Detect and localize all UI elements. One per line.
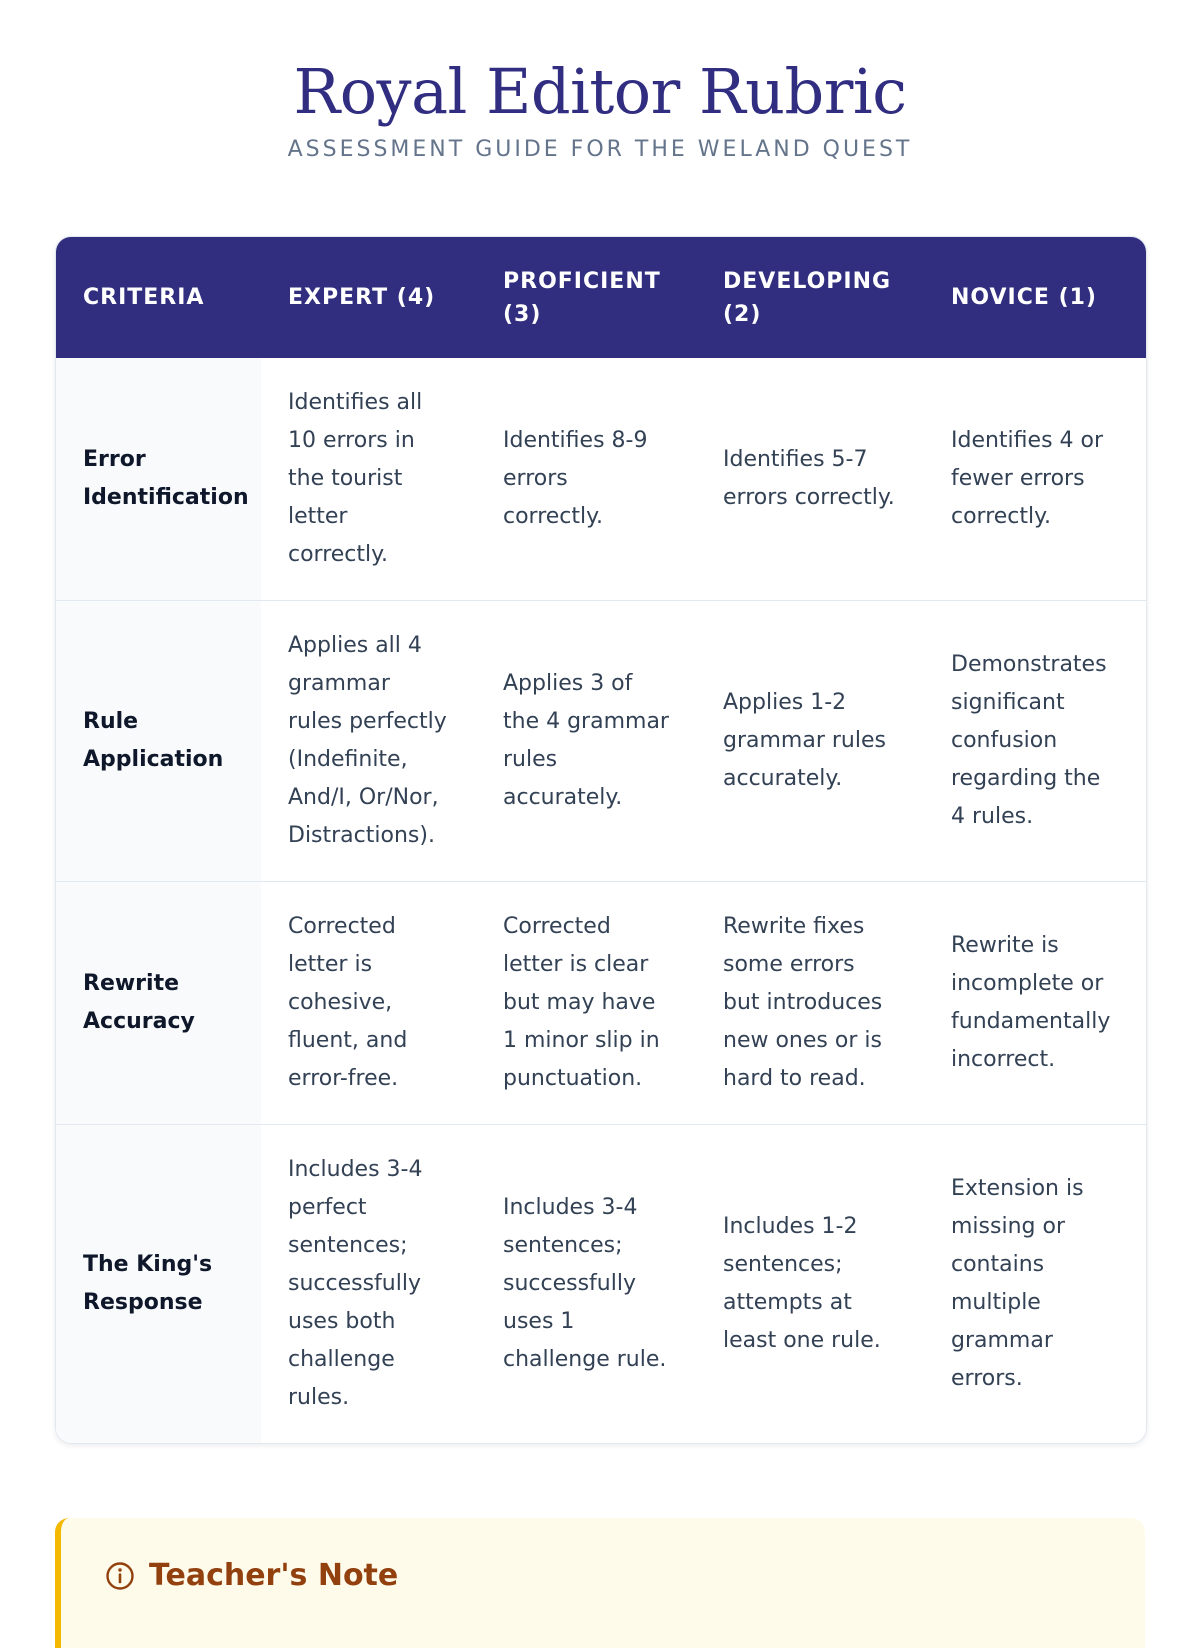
- page-subtitle: ASSESSMENT GUIDE FOR THE WELAND QUEST: [287, 137, 913, 163]
- table-row: [56, 358, 1146, 601]
- novice-cell: Identifies 4 or fewer errors correctly.: [951, 428, 1104, 529]
- column-header-criteria: CRITERIA: [56, 237, 261, 358]
- developing-cell: Rewrite fixes some errors but introduces new ones or is hard to read.: [696, 882, 924, 1125]
- developing-cell: Includes 1-2 sentences; attempts at least one rule.: [696, 1125, 924, 1444]
- header-row: [56, 237, 1146, 358]
- info-icon: [105, 1561, 135, 1591]
- proficient-cell: Identifies 8-9 errors correctly.: [503, 428, 648, 529]
- developing-cell: Applies 1-2 grammar rules accurately.: [696, 601, 924, 882]
- rubric-table-card: [55, 236, 1147, 1444]
- expert-cell: Applies all 4 grammar rules perfectly (Indefinite, And/I, Or/Nor, Distractions).: [261, 601, 476, 882]
- table-row: [56, 601, 1146, 882]
- rubric-table-header: [56, 237, 1146, 358]
- criteria-cell: Error Identification: [56, 358, 261, 601]
- expert-cell: Corrected letter is cohesive, fluent, and error-free.: [261, 882, 476, 1125]
- column-header-expert: EXPERT (4): [261, 237, 476, 358]
- criteria-cell: Rule Application: [56, 601, 261, 882]
- column-header-proficient: PROFICIENT (3): [476, 237, 696, 358]
- proficient-cell: Includes 3-4 sentences; successfully uses 1 challenge rule.: [476, 1125, 696, 1444]
- rubric-table: [56, 237, 1146, 1443]
- proficient-cell: Applies 3 of the 4 grammar rules accurately.: [476, 601, 696, 882]
- novice-cell: Extension is missing or contains multiple grammar errors.: [924, 1125, 1146, 1444]
- novice-cell: Demonstrates significant confusion regarding the 4 rules.: [924, 601, 1146, 882]
- criteria-cell: The King's Response: [56, 1125, 261, 1444]
- teacher-note-title: Teacher's Note: [149, 1558, 399, 1593]
- column-header-novice: NOVICE (1): [924, 237, 1146, 358]
- page-header: [0, 0, 1200, 162]
- column-header-developing: DEVELOPING (2): [696, 237, 924, 358]
- criteria-cell: Rewrite Accuracy: [56, 882, 261, 1125]
- developing-cell: Identifies 5-7 errors correctly.: [723, 447, 895, 510]
- expert-cell: Includes 3-4 perfect sentences; successfully uses both challenge rules.: [261, 1125, 476, 1444]
- teacher-note-card: [55, 1518, 1145, 1648]
- expert-cell: Identifies all 10 errors in the tourist letter correctly.: [288, 390, 423, 567]
- page-title: Royal Editor Rubric: [293, 55, 907, 128]
- teacher-note-heading: [105, 1558, 398, 1593]
- proficient-cell: Corrected letter is clear but may have 1 minor slip in punctuation.: [476, 882, 696, 1125]
- table-row: [56, 1125, 1146, 1444]
- table-row: [56, 882, 1146, 1125]
- novice-cell: Rewrite is incomplete or fundamentally incorrect.: [924, 882, 1146, 1125]
